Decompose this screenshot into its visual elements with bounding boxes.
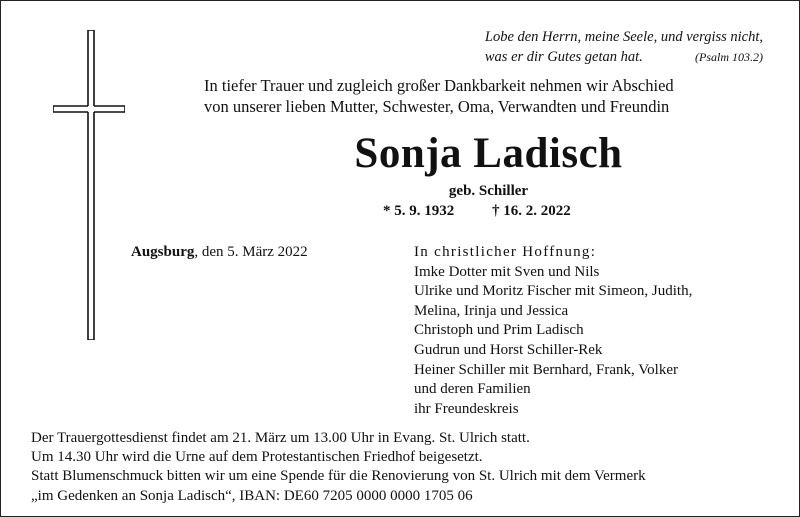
birth-name: geb. Schiller [448, 183, 529, 199]
intro-text [204, 75, 674, 117]
footer-line-3: Statt Blumenschmuck bitten wir um eine Spende für die Renovierung von St. Ulrich mit dem Vermerk [31, 468, 646, 485]
footer-line-1: Der Trauergottesdienst findet am 21. März um 13.00 Uhr in Evang. St. Ulrich statt. [31, 430, 530, 446]
mourner-line: und deren Familien [414, 381, 531, 398]
life-dates [383, 203, 571, 220]
intro-line-2: von unserer lieben Mutter, Schwester, Oma, Verwandten und Freundin [204, 97, 670, 116]
verse-reference: (Psalm 103.2) [695, 50, 763, 64]
mourner-line: Ulrike und Moritz Fischer mit Simeon, Judith, [414, 283, 693, 300]
footer-line-4: „im Gedenken an Sonja Ladisch“, IBAN: DE60 7205 0000 0000 1705 06 [31, 487, 473, 504]
bible-verse [485, 27, 763, 67]
mourners-heading: In christlicher Hoffnung: [414, 244, 597, 260]
place-and-date [131, 244, 308, 261]
mourner-line: ihr Freundeskreis [414, 400, 519, 417]
deceased-name: Sonja Ladisch [354, 130, 623, 177]
mourner-line: Imke Dotter mit Sven und Nils [414, 263, 600, 280]
mourners-list [414, 243, 692, 419]
death-date: † 16. 2. 2022 [492, 203, 571, 219]
verse-line-1: Lobe den Herrn, meine Seele, und vergiss nicht, [484, 29, 763, 45]
mourner-line: Gudrun und Horst Schiller-Rek [414, 341, 603, 358]
intro-line-1: In tiefer Trauer und zugleich großer Dankbarkeit nehmen wir Abschied [204, 76, 674, 95]
place-name: Augsburg [131, 244, 195, 260]
service-information [31, 429, 646, 506]
notice-date: , den 5. März 2022 [194, 244, 308, 260]
verse-line-2: was er dir Gutes getan hat. [484, 49, 643, 65]
birth-date: * 5. 9. 1932 [383, 203, 455, 219]
mourner-line: Melina, Irinja und Jessica [414, 302, 569, 319]
mourner-line: Christoph und Prim Ladisch [414, 322, 584, 339]
footer-line-2: Um 14.30 Uhr wird die Urne auf dem Protestantischen Friedhof beigesetzt. [31, 449, 483, 466]
mourner-line: Heiner Schiller mit Bernhard, Frank, Volker [414, 361, 678, 378]
